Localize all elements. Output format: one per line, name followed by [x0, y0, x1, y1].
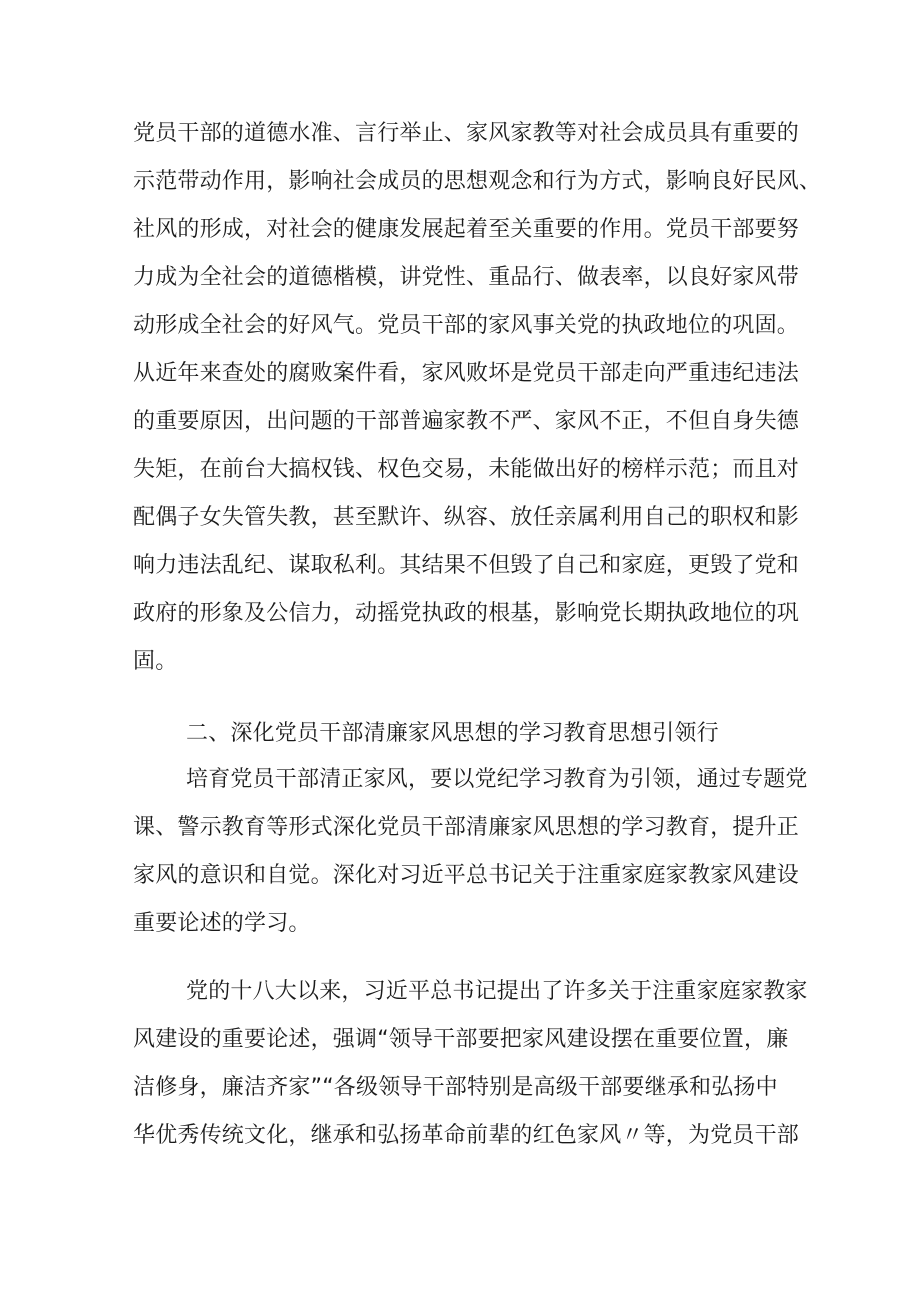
text-line: 社风的形成，对社会的健康发展起着至关重要的作用。党员干部要努	[133, 217, 800, 242]
text-line: 示范带动作用，影响社会成员的思想观念和行为方式，影响良好民风、	[133, 169, 822, 194]
text-line: 党的十八大以来，习近平总书记提出了许多关于注重家庭家教家	[186, 979, 808, 1004]
text-line: 重要论述的学习。	[133, 911, 311, 936]
paragraph-family-ethics	[133, 110, 822, 686]
text-line: 华优秀传统文化，继承和弘扬革命前辈的红色家风〃等，为党员干部	[133, 1123, 800, 1148]
text-line: 固。	[133, 649, 178, 674]
section-heading	[186, 710, 846, 758]
paragraph-eighteenth-congress	[133, 968, 808, 1160]
text-line: 家风的意识和自觉。深化对习近平总书记关于注重家庭家教家风建设	[133, 863, 800, 888]
paragraph-party-discipline-education	[133, 756, 808, 948]
text-line: 风建设的重要论述，强调“领导干部要把家风建设摆在重要位置，廉	[133, 1027, 789, 1052]
text-line: 响力违法乱纪、谋取私利。其结果不但毁了自己和家庭，更毁了党和	[133, 553, 800, 578]
text-line: 培育党员干部清正家风，要以党纪学习教育为引领，通过专题党	[186, 767, 808, 792]
text-line: 的重要原因，出问题的干部普遍家教不严、家风不正，不但自身失德	[133, 409, 800, 434]
text-line: 洁修身，廉洁齐家”“各级领导干部特别是高级干部要继承和弘扬中	[133, 1075, 778, 1100]
text-line: 政府的形象及公信力，动摇党执政的根基，影响党长期执政地位的巩	[133, 601, 800, 626]
text-line: 力成为全社会的道德楷模，讲党性、重品行、做表率，以良好家风带	[133, 265, 800, 290]
text-line: 动形成全社会的好风气。党员干部的家风事关党的执政地位的巩固。	[133, 313, 800, 338]
text-line: 配偶子女失管失教，甚至默许、纵容、放任亲属利用自己的职权和影	[133, 505, 800, 530]
text-line: 党员干部的道德水准、言行举止、家风家教等对社会成员具有重要的	[133, 121, 800, 146]
text-line: 失矩，在前台大搞权钱、权色交易，未能做出好的榜样示范；而且对	[133, 457, 800, 482]
text-line: 从近年来查处的腐败案件看，家风败坏是党员干部走向严重违纪违法	[133, 361, 800, 386]
section-heading-text: 二、深化党员干部清廉家风思想的学习教育思想引领行	[186, 721, 719, 746]
text-line: 课、警示教育等形式深化党员干部清廉家风思想的学习教育，提升正	[133, 815, 800, 840]
